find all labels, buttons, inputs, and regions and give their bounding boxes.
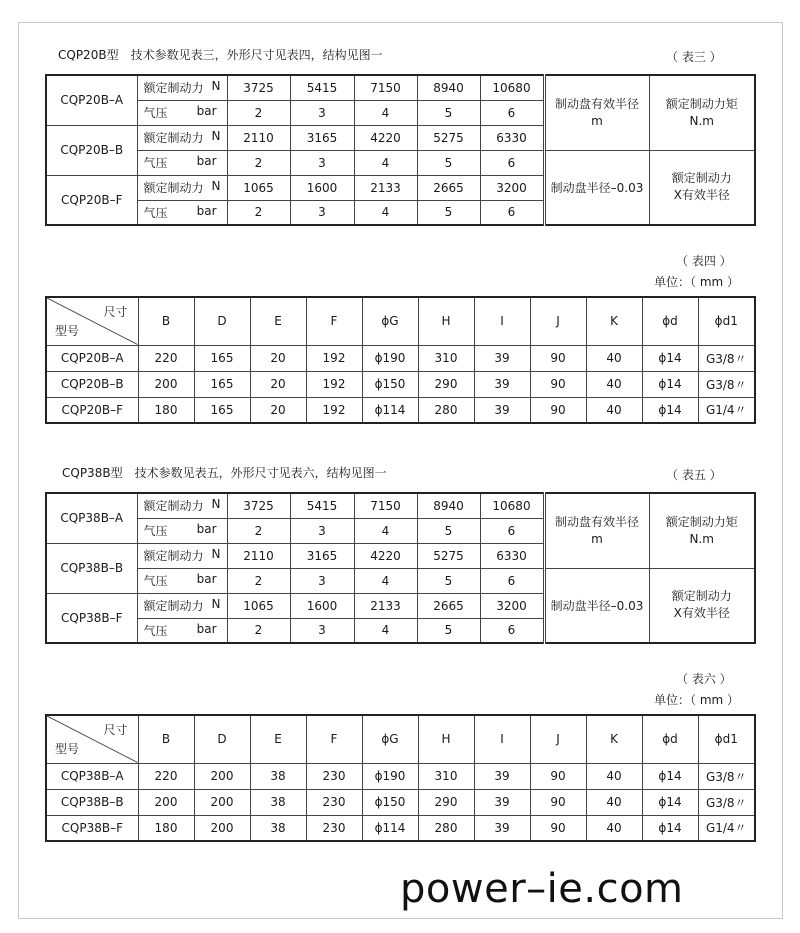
dimension-value: 220 xyxy=(138,345,194,371)
rated-torque-header xyxy=(649,75,755,150)
pressure-label: 气压 xyxy=(143,106,168,120)
dimension-value: 165 xyxy=(194,345,250,371)
model-cell: CQP38B–B xyxy=(46,543,137,593)
dimension-value: 165 xyxy=(194,371,250,397)
model-cell: CQP38B–F xyxy=(46,815,138,841)
force-value: 2110 xyxy=(227,125,290,150)
pressure-unit: bar xyxy=(196,572,217,586)
force-value: 5275 xyxy=(417,125,480,150)
dimension-value: ϕ150 xyxy=(362,789,418,815)
dimension-value: 90 xyxy=(530,789,586,815)
dimension-value: 39 xyxy=(474,763,530,789)
dimension-table-4 xyxy=(45,296,756,424)
table-tag-6: （ 表六 ） xyxy=(676,672,732,686)
force-value: 7150 xyxy=(354,493,417,518)
column-header: I xyxy=(474,297,530,345)
pressure-value: 2 xyxy=(227,568,290,593)
dimension-value: G3/8〃 xyxy=(698,345,755,371)
dimension-value: G1/4〃 xyxy=(698,397,755,423)
section-heading-cqp20b: CQP20B型 技术参数见表三，外形尺寸见表四，结构见图一 xyxy=(58,48,383,62)
dimension-value: 230 xyxy=(306,763,362,789)
effective-radius-unit: m xyxy=(591,531,603,546)
pressure-unit: bar xyxy=(196,154,217,168)
dimension-value: 200 xyxy=(194,763,250,789)
column-header: H xyxy=(418,297,474,345)
dimension-value: 39 xyxy=(474,345,530,371)
force-unit: N xyxy=(211,547,221,561)
dimension-value: ϕ114 xyxy=(362,397,418,423)
model-cell: CQP20B–F xyxy=(46,175,137,225)
effective-radius-header xyxy=(544,75,649,150)
spec-table-3 xyxy=(45,74,756,226)
force-value: 2110 xyxy=(227,543,290,568)
row-label-pressure xyxy=(137,618,227,643)
dimension-value: 39 xyxy=(474,815,530,841)
table-row xyxy=(46,150,755,175)
corner-label-model: 型号 xyxy=(55,741,80,756)
table-row xyxy=(46,815,755,841)
force-unit: N xyxy=(211,129,221,143)
pressure-label: 气压 xyxy=(143,205,168,220)
dimension-value: 280 xyxy=(418,397,474,423)
dimension-value: 290 xyxy=(418,371,474,397)
pressure-label: 气压 xyxy=(143,623,168,638)
force-value: 1065 xyxy=(227,175,290,200)
column-header: E xyxy=(250,715,306,763)
dimension-value: 280 xyxy=(418,815,474,841)
pressure-value: 2 xyxy=(227,200,290,225)
force-unit: N xyxy=(211,497,221,512)
rated-torque-label: 额定制动力矩 xyxy=(665,96,738,111)
dimension-value: ϕ14 xyxy=(642,763,698,789)
force-value: 5275 xyxy=(417,543,480,568)
dimension-value: ϕ14 xyxy=(642,815,698,841)
dimension-value: 180 xyxy=(138,815,194,841)
table-row xyxy=(46,397,755,423)
dimension-value: 310 xyxy=(418,345,474,371)
pressure-label: 气压 xyxy=(143,524,168,538)
column-header: K xyxy=(586,297,642,345)
pressure-unit: bar xyxy=(196,522,217,536)
rated-torque-header xyxy=(649,493,755,568)
column-header: E xyxy=(250,297,306,345)
pressure-value: 4 xyxy=(354,568,417,593)
rated-torque-unit: N.m xyxy=(689,113,714,128)
unit-label-4: 单位：（ mm ） xyxy=(654,275,740,289)
pressure-value: 2 xyxy=(227,518,290,543)
row-label-force xyxy=(137,125,227,150)
pressure-value: 3 xyxy=(290,150,354,175)
pressure-value: 4 xyxy=(354,518,417,543)
dimension-value: G1/4〃 xyxy=(698,815,755,841)
pressure-value: 6 xyxy=(480,568,544,593)
dimension-value: 40 xyxy=(586,345,642,371)
corner-label-size: 尺寸 xyxy=(103,305,128,319)
force-label: 额定制动力 xyxy=(143,131,204,145)
force-value: 3725 xyxy=(227,493,290,518)
dimension-table-6 xyxy=(45,714,756,842)
force-label: 额定制动力 xyxy=(143,81,204,96)
force-unit: N xyxy=(211,179,221,193)
dimension-value: 192 xyxy=(306,371,362,397)
force-label: 额定制动力 xyxy=(143,599,204,613)
torque-formula-line1: 额定制动力 xyxy=(671,589,732,604)
force-value: 2665 xyxy=(417,175,480,200)
force-value: 1600 xyxy=(290,593,354,618)
dimension-value: 90 xyxy=(530,397,586,423)
watermark-url: power–ie.com xyxy=(400,866,684,912)
corner-header xyxy=(46,715,138,763)
force-value: 2133 xyxy=(354,175,417,200)
model-cell: CQP38B–F xyxy=(46,593,137,643)
pressure-value: 2 xyxy=(227,150,290,175)
corner-label-size: 尺寸 xyxy=(103,723,128,737)
effective-radius-label: 制动盘有效半径 xyxy=(554,514,639,529)
dimension-value: 39 xyxy=(474,397,530,423)
torque-formula xyxy=(649,150,755,225)
dimension-value: ϕ14 xyxy=(642,371,698,397)
effective-radius-header xyxy=(544,493,649,568)
header-row xyxy=(46,297,755,345)
column-header: K xyxy=(586,715,642,763)
column-header: J xyxy=(530,715,586,763)
column-header: ϕd1 xyxy=(698,297,755,345)
row-label-pressure xyxy=(137,100,227,125)
force-value: 4220 xyxy=(354,125,417,150)
dimension-value: 192 xyxy=(306,397,362,423)
force-value: 3200 xyxy=(480,593,544,618)
force-unit: N xyxy=(211,597,221,611)
dimension-value: 230 xyxy=(306,789,362,815)
force-value: 5415 xyxy=(290,493,354,518)
force-value: 4220 xyxy=(354,543,417,568)
dimension-value: 200 xyxy=(194,789,250,815)
dimension-value: G3/8〃 xyxy=(698,763,755,789)
dimension-value: 39 xyxy=(474,789,530,815)
dimension-value: 40 xyxy=(586,815,642,841)
force-value: 3165 xyxy=(290,125,354,150)
dimension-value: 38 xyxy=(250,763,306,789)
model-cell: CQP20B–B xyxy=(46,371,138,397)
dimension-value: 230 xyxy=(306,815,362,841)
column-header: F xyxy=(306,715,362,763)
pressure-value: 3 xyxy=(290,618,354,643)
row-label-pressure xyxy=(137,150,227,175)
table-tag-3: （ 表三 ） xyxy=(666,50,722,64)
column-header: F xyxy=(306,297,362,345)
model-cell: CQP20B–A xyxy=(46,345,138,371)
dimension-value: ϕ190 xyxy=(362,345,418,371)
dimension-value: 40 xyxy=(586,397,642,423)
model-cell: CQP20B–A xyxy=(46,75,137,125)
dimension-value: 192 xyxy=(306,345,362,371)
column-header: B xyxy=(138,715,194,763)
pressure-value: 3 xyxy=(290,200,354,225)
force-value: 10680 xyxy=(480,493,544,518)
corner-label-model: 型号 xyxy=(55,323,80,338)
torque-formula-line1: 额定制动力 xyxy=(671,171,732,186)
rated-torque-unit: N.m xyxy=(689,531,714,546)
force-value: 3165 xyxy=(290,543,354,568)
table-row xyxy=(46,789,755,815)
dimension-value: 220 xyxy=(138,763,194,789)
torque-formula-line2: X有效半径 xyxy=(673,606,730,621)
row-label-pressure xyxy=(137,518,227,543)
pressure-value: 2 xyxy=(227,618,290,643)
dimension-value: G3/8〃 xyxy=(698,371,755,397)
pressure-value: 5 xyxy=(417,518,480,543)
column-header: J xyxy=(530,297,586,345)
force-value: 6330 xyxy=(480,125,544,150)
dimension-value: 90 xyxy=(530,763,586,789)
pressure-value: 4 xyxy=(354,100,417,125)
pressure-value: 4 xyxy=(354,150,417,175)
force-value: 5415 xyxy=(290,75,354,100)
column-header: ϕd1 xyxy=(698,715,755,763)
dimension-value: 310 xyxy=(418,763,474,789)
header-row xyxy=(46,715,755,763)
dimension-value: 20 xyxy=(250,345,306,371)
column-header: I xyxy=(474,715,530,763)
column-header: ϕd xyxy=(642,297,698,345)
row-label-pressure xyxy=(137,568,227,593)
dimension-value: 165 xyxy=(194,397,250,423)
dimension-value: ϕ150 xyxy=(362,371,418,397)
force-value: 3725 xyxy=(227,75,290,100)
dimension-value: 90 xyxy=(530,815,586,841)
force-value: 3200 xyxy=(480,175,544,200)
pressure-value: 3 xyxy=(290,100,354,125)
force-unit: N xyxy=(211,79,221,94)
spec-table-5 xyxy=(45,492,756,644)
row-label-force xyxy=(137,543,227,568)
force-value: 7150 xyxy=(354,75,417,100)
dimension-value: 90 xyxy=(530,371,586,397)
column-header: H xyxy=(418,715,474,763)
dimension-value: G3/8〃 xyxy=(698,789,755,815)
row-label-force xyxy=(137,75,227,100)
pressure-value: 4 xyxy=(354,200,417,225)
row-label-force xyxy=(137,175,227,200)
pressure-value: 4 xyxy=(354,618,417,643)
force-value: 1600 xyxy=(290,175,354,200)
force-label: 额定制动力 xyxy=(143,499,204,514)
dimension-value: 40 xyxy=(586,763,642,789)
pressure-value: 6 xyxy=(480,618,544,643)
pressure-value: 5 xyxy=(417,200,480,225)
table-row xyxy=(46,75,755,100)
torque-formula xyxy=(649,568,755,643)
radius-formula: 制动盘半径–0.03 xyxy=(544,150,649,225)
dimension-value: 200 xyxy=(138,789,194,815)
dimension-value: 180 xyxy=(138,397,194,423)
corner-header xyxy=(46,297,138,345)
force-value: 8940 xyxy=(417,75,480,100)
model-cell: CQP20B–F xyxy=(46,397,138,423)
dimension-value: 40 xyxy=(586,789,642,815)
dimension-value: ϕ114 xyxy=(362,815,418,841)
pressure-unit: bar xyxy=(196,621,217,636)
model-cell: CQP38B–A xyxy=(46,763,138,789)
dimension-value: ϕ14 xyxy=(642,397,698,423)
force-label: 额定制动力 xyxy=(143,181,204,195)
pressure-value: 6 xyxy=(480,150,544,175)
pressure-unit: bar xyxy=(196,203,217,218)
model-cell: CQP38B–A xyxy=(46,493,137,543)
pressure-value: 6 xyxy=(480,200,544,225)
dimension-value: ϕ14 xyxy=(642,345,698,371)
row-label-pressure xyxy=(137,200,227,225)
dimension-value: 200 xyxy=(194,815,250,841)
effective-radius-label: 制动盘有效半径 xyxy=(554,96,639,111)
pressure-value: 5 xyxy=(417,100,480,125)
pressure-label: 气压 xyxy=(143,156,168,170)
effective-radius-unit: m xyxy=(591,113,603,128)
model-cell: CQP38B–B xyxy=(46,789,138,815)
column-header: D xyxy=(194,297,250,345)
dimension-value: 90 xyxy=(530,345,586,371)
table-row xyxy=(46,371,755,397)
column-header: ϕG xyxy=(362,715,418,763)
pressure-value: 5 xyxy=(417,150,480,175)
dimension-value: 38 xyxy=(250,815,306,841)
dimension-value: 290 xyxy=(418,789,474,815)
dimension-value: ϕ190 xyxy=(362,763,418,789)
dimension-value: 200 xyxy=(138,371,194,397)
column-header: ϕG xyxy=(362,297,418,345)
pressure-value: 6 xyxy=(480,518,544,543)
pressure-label: 气压 xyxy=(143,574,168,588)
force-value: 10680 xyxy=(480,75,544,100)
force-value: 1065 xyxy=(227,593,290,618)
pressure-value: 6 xyxy=(480,100,544,125)
table-tag-4: （ 表四 ） xyxy=(676,254,732,268)
model-cell: CQP20B–B xyxy=(46,125,137,175)
dimension-value: 38 xyxy=(250,789,306,815)
rated-torque-label: 额定制动力矩 xyxy=(665,514,738,529)
torque-formula-line2: X有效半径 xyxy=(673,188,730,203)
pressure-unit: bar xyxy=(196,104,217,118)
force-value: 2665 xyxy=(417,593,480,618)
dimension-value: 40 xyxy=(586,371,642,397)
table-row xyxy=(46,345,755,371)
dimension-value: 39 xyxy=(474,371,530,397)
dimension-value: 20 xyxy=(250,397,306,423)
dimension-value: 20 xyxy=(250,371,306,397)
table-row xyxy=(46,568,755,593)
pressure-value: 5 xyxy=(417,618,480,643)
radius-formula: 制动盘半径–0.03 xyxy=(544,568,649,643)
force-value: 6330 xyxy=(480,543,544,568)
row-label-force xyxy=(137,493,227,518)
table-row xyxy=(46,763,755,789)
dimension-value: ϕ14 xyxy=(642,789,698,815)
pressure-value: 3 xyxy=(290,518,354,543)
section-heading-cqp38b: CQP38B型 技术参数见表五，外形尺寸见表六，结构见图一 xyxy=(62,466,387,480)
column-header: D xyxy=(194,715,250,763)
column-header: ϕd xyxy=(642,715,698,763)
column-header: B xyxy=(138,297,194,345)
unit-label-6: 单位：（ mm ） xyxy=(654,693,740,707)
pressure-value: 3 xyxy=(290,568,354,593)
pressure-value: 5 xyxy=(417,568,480,593)
force-value: 8940 xyxy=(417,493,480,518)
row-label-force xyxy=(137,593,227,618)
table-tag-5: （ 表五 ） xyxy=(666,468,722,482)
force-label: 额定制动力 xyxy=(143,549,204,563)
table-row xyxy=(46,493,755,518)
pressure-value: 2 xyxy=(227,100,290,125)
force-value: 2133 xyxy=(354,593,417,618)
